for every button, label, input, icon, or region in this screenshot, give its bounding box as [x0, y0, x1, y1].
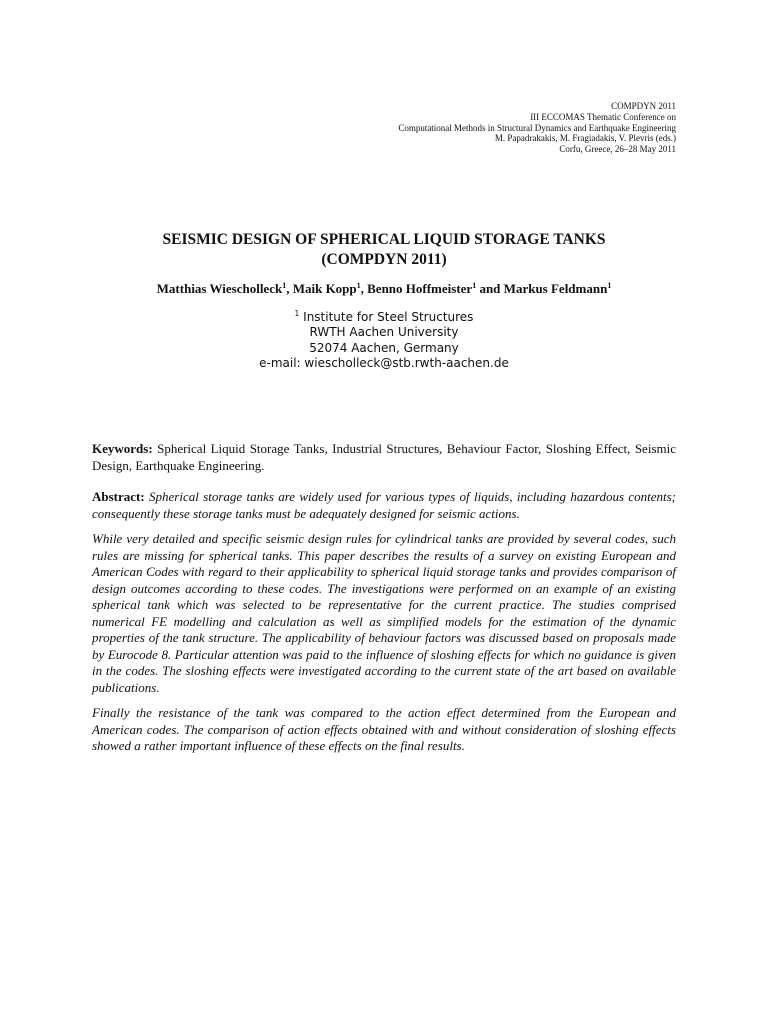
- keywords-paragraph: [92, 441, 676, 474]
- author-affiliation-mark: 1: [607, 281, 612, 290]
- conference-name: COMPDYN 2011: [611, 101, 676, 111]
- conference-header: [398, 101, 676, 155]
- affiliation-email: e-mail: wiescholleck@stb.rwth-aachen.de: [259, 356, 509, 371]
- author-separator: and: [476, 281, 504, 296]
- author-list: [92, 281, 676, 297]
- keywords-text: Spherical Liquid Storage Tanks, Industrial Structures, Behaviour Factor, Sloshing Effect, Seismic Design, Earthquake Engineering.: [92, 441, 676, 473]
- author-affiliation-mark: 1: [356, 281, 361, 290]
- author-separator: ,: [360, 281, 368, 296]
- author-affiliation-mark: 1: [472, 281, 477, 290]
- conference-series: III ECCOMAS Thematic Conference on: [530, 111, 676, 122]
- conference-venue-date: Corfu, Greece, 26–28 May 2011: [559, 144, 676, 155]
- paper-title: [92, 230, 676, 270]
- abstract-paragraph-2: While very detailed and specific seismic design rules for cylindrical tanks are provided by several codes, such rules are missing for spherical tanks. This paper describes the results of a survey on existing European and American Codes with regard to their applicability to spherical liquid storage tanks and provides comparison of design outcomes according to these codes. The investigations were performed on an example of an existing spherical tank which was selected to be representative for the current practice. The studies comprised numerical FE modelling and calculation as well as simplified models for the estimation of the dynamic properties of the tank structure. The applicability of behaviour factors was discussed based on proposals made by Eurocode 8. Particular attention was paid to the influence of sloshing effects for which no guidance is given in the codes. The sloshing effects were investigated according to the current state of the art based on available publications.: [92, 531, 676, 695]
- conference-editors: M. Papadrakakis, M. Fragiadakis, V. Plevris (eds.): [494, 133, 676, 144]
- author-separator: ,: [286, 281, 293, 296]
- author-name: Benno Hoffmeister: [367, 281, 473, 296]
- paper-title-line-2: (COMPDYN 2011): [321, 251, 447, 268]
- affiliation-institute-line: [92, 310, 676, 325]
- abstract-paragraph-3: Finally the resistance of the tank was compared to the action effect determined from the European and American codes. The comparison of action effects obtained with and without consideration of sloshing effects showed a rather important influence of these effects on the final results.: [92, 705, 676, 753]
- affiliation-block: [92, 310, 676, 372]
- paper-title-line-1: SEISMIC DESIGN OF SPHERICAL LIQUID STORAGE TANKS: [162, 231, 606, 248]
- author-name: Matthias Wiescholleck: [156, 281, 283, 296]
- conference-topic: Computational Methods in Structural Dynamics and Earthquake Engineering: [398, 122, 676, 133]
- keywords-label: Keywords:: [92, 441, 153, 456]
- abstract-text-1: Spherical storage tanks are widely used for various types of liquids, including hazardous contents; consequently these storage tanks must be adequately designed for seismic actions.: [92, 489, 676, 521]
- affiliation-university: RWTH Aachen University: [309, 325, 459, 340]
- author-name: Markus Feldmann: [503, 281, 608, 296]
- abstract-label: Abstract:: [92, 489, 145, 504]
- abstract-paragraph-1: [92, 489, 676, 522]
- author-name: Maik Kopp: [292, 281, 357, 296]
- author-affiliation-mark: 1: [282, 281, 287, 290]
- affiliation-city: 52074 Aachen, Germany: [309, 340, 459, 355]
- affiliation-mark: 1: [294, 309, 300, 318]
- abstract-section: [92, 489, 676, 764]
- affiliation-institute: Institute for Steel Structures: [303, 310, 474, 324]
